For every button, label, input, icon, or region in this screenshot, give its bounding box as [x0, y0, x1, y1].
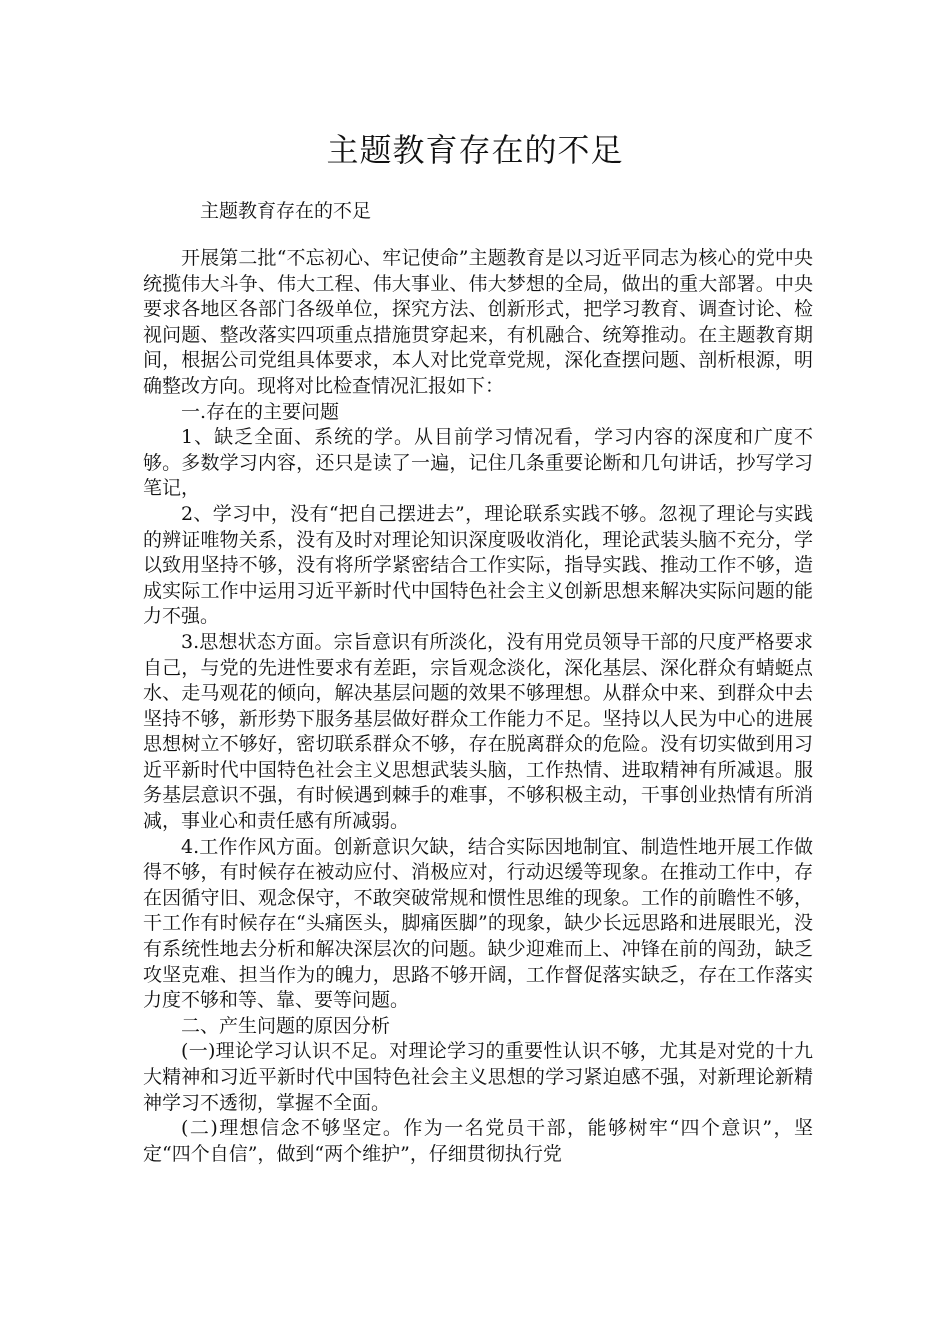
paragraph-problem-1: 1、缺乏全面、系统的学。从目前学习情况看，学习内容的深度和广度不够。多数学习内容，还只是读了一遍，记住几条重要论断和几句讲话，抄写学习笔记，	[143, 426, 813, 500]
paragraph-problem-2: 2、学习中，没有“把自己摆进去”，理论联系实践不够。忽视了理论与实践的辨证唯物关系，没有及时对理论知识深度吸收消化，理论武装头脑不充分，学以致用坚持不够，没有将所学紧密结合工作实际，指导实践、推动工作不够，造成实际工作中运用习近平新时代中国特色社会主义创新思想来解决实际问题的能力不强。	[143, 502, 813, 628]
document-subtitle: 主题教育存在的不足	[200, 200, 372, 222]
paragraph-problem-4: 4.工作作风方面。创新意识欠缺，结合实际因地制宜、制造性地开展工作做得不够，有时候存在被动应付、消极应对，行动迟缓等现象。在推动工作中，存在因循守旧、观念保守，不敢突破常规和惯性思维的现象。工作的前瞻性不够，干工作有时候存在“头痛医头，脚痛医脚”的现象，缺少长远思路和进展眼光，没有系统性地去分析和解决深层次的问题。缺少迎难而上、冲锋在前的闯劲，缺乏攻坚克难、担当作为的魄力，思路不够开阔，工作督促落实缺乏，存在工作落实力度不够和等、靠、要等问题。	[143, 835, 813, 1012]
paragraph-cause-2: (二)理想信念不够坚定。作为一名党员干部，能够树牢“四个意识”，坚定“四个自信”，做到“两个维护”，仔细贯彻执行党	[143, 1117, 813, 1165]
heading-cause-analysis: 二、产生问题的原因分析	[181, 1014, 391, 1037]
heading-main-problems: 一.存在的主要问题	[181, 400, 340, 423]
paragraph-cause-1: (一)理论学习认识不足。对理论学习的重要性认识不够，尤其是对党的十九大精神和习近平新时代中国特色社会主义思想的学习紧迫感不强，对新理论新精神学习不透彻，掌握不全面。	[143, 1040, 813, 1114]
document-body	[143, 246, 813, 1167]
paragraph-problem-3: 3.思想状态方面。宗旨意识有所淡化，没有用党员领导干部的尺度严格要求自己，与党的先进性要求有差距，宗旨观念淡化，深化基层、深化群众有蜻蜓点水、走马观花的倾向，解决基层问题的效果不够理想。从群众中来、到群众中去坚持不够，新形势下服务基层做好群众工作能力不足。坚持以人民为中心的进展思想树立不够好，密切联系群众不够，存在脱离群众的危险。没有切实做到用习近平新时代中国特色社会主义思想武装头脑，工作热情、进取精神有所减退。服务基层意识不强，有时候遇到棘手的难事，不够积极主动，干事创业热情有所消减，事业心和责任感有所减弱。	[143, 630, 813, 833]
paragraph-intro: 开展第二批“不忘初心、牢记使命”主题教育是以习近平同志为核心的党中央统揽伟大斗争、伟大工程、伟大事业、伟大梦想的全局，做出的重大部署。中央要求各地区各部门各级单位，探究方法、创新形式，把学习教育、调查讨论、检视问题、整改落实四项重点措施贯穿起来，有机融合、统筹推动。在主题教育期间，根据公司党组具体要求，本人对比党章党规，深化查摆问题、剖析根源，明确整改方向。现将对比检查情况汇报如下：	[143, 247, 813, 397]
document-title: 主题教育存在的不足	[326, 131, 624, 169]
